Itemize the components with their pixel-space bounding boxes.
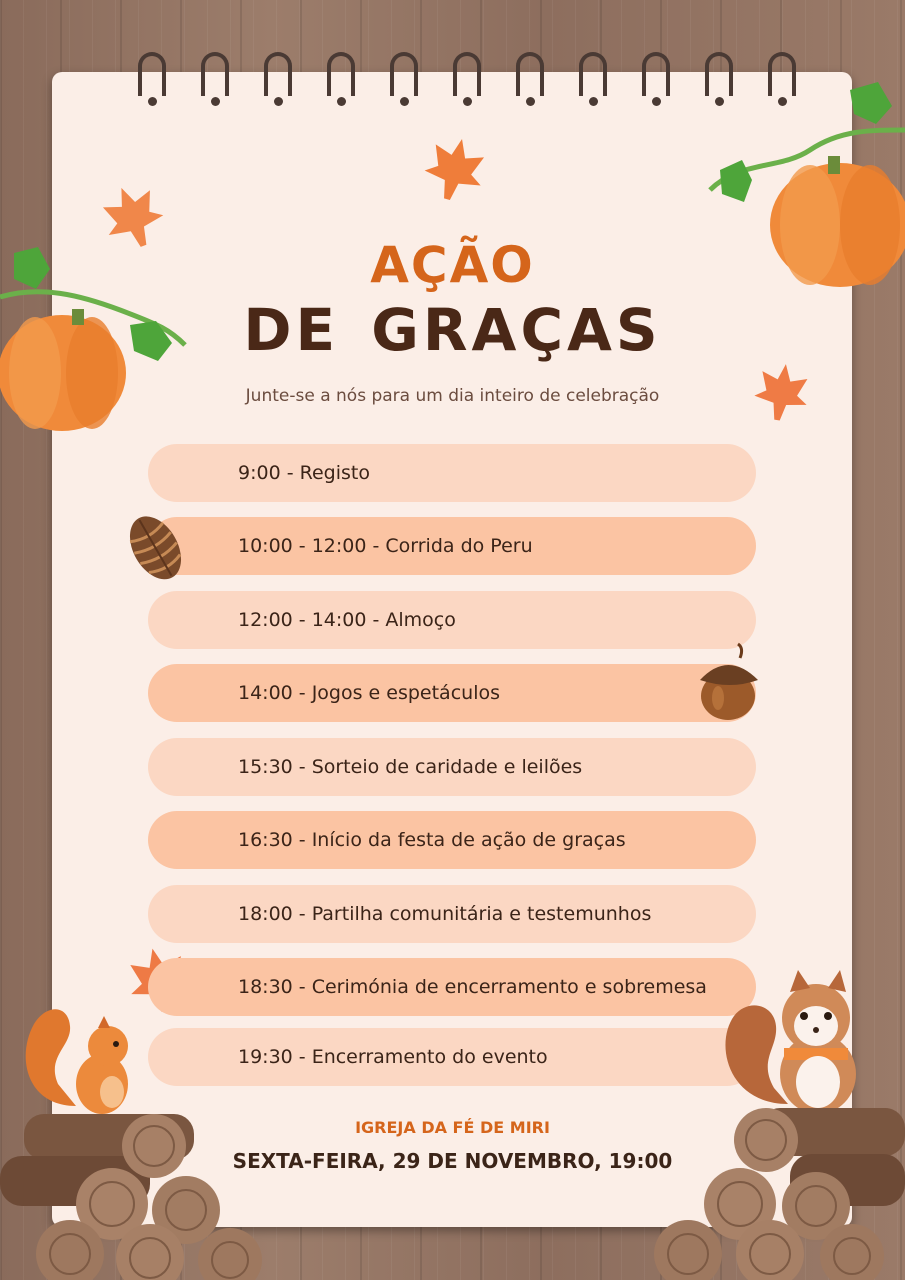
maple-leaf-icon <box>422 134 486 206</box>
spiral-ring-icon <box>327 52 355 96</box>
schedule-item-text: 16:30 - Início da festa de ação de graças <box>238 829 626 851</box>
venue-name: IGREJA DA FÉ DE MIRI <box>355 1118 550 1137</box>
schedule-item-text: 10:00 - 12:00 - Corrida do Peru <box>238 535 533 557</box>
spiral-ring-icon <box>201 52 229 96</box>
schedule-item-text: 19:30 - Encerramento do evento <box>238 1046 548 1068</box>
schedule-item <box>148 738 756 796</box>
schedule-item-text: 12:00 - 14:00 - Almoço <box>238 609 456 631</box>
squirrel-icon <box>16 996 136 1122</box>
schedule-item <box>148 958 756 1016</box>
spiral-ring-icon <box>138 52 166 96</box>
schedule-item <box>148 885 756 943</box>
title-line-1: AÇÃO <box>370 236 535 294</box>
schedule-item-text: 14:00 - Jogos e espetáculos <box>238 682 500 704</box>
spiral-ring-icon <box>642 52 670 96</box>
spiral-ring-icon <box>516 52 544 96</box>
schedule-item <box>148 1028 756 1086</box>
schedule-item-text: 9:00 - Registo <box>238 462 370 484</box>
schedule-item <box>148 444 756 502</box>
title-line-2: DE GRAÇAS <box>243 296 662 364</box>
schedule-item <box>148 811 756 869</box>
subtitle: Junte-se a nós para um dia inteiro de celebração <box>245 386 660 406</box>
spiral-ring-icon <box>390 52 418 96</box>
schedule-item-text: 18:30 - Cerimónia de encerramento e sobremesa <box>238 976 707 998</box>
schedule-item-text: 18:00 - Partilha comunitária e testemunhos <box>238 903 652 925</box>
schedule-item <box>148 517 756 575</box>
pinecone-icon <box>118 508 192 586</box>
schedule-item-text: 15:30 - Sorteio de caridade e leilões <box>238 756 583 778</box>
spiral-ring-icon <box>453 52 481 96</box>
schedule-item <box>148 591 756 649</box>
spiral-ring-icon <box>579 52 607 96</box>
acorn-icon <box>694 640 766 724</box>
spiral-ring-icon <box>264 52 292 96</box>
squirrel-icon <box>718 964 868 1120</box>
schedule-item <box>148 664 756 722</box>
event-date: SEXTA-FEIRA, 29 DE NOVEMBRO, 19:00 <box>232 1149 673 1173</box>
